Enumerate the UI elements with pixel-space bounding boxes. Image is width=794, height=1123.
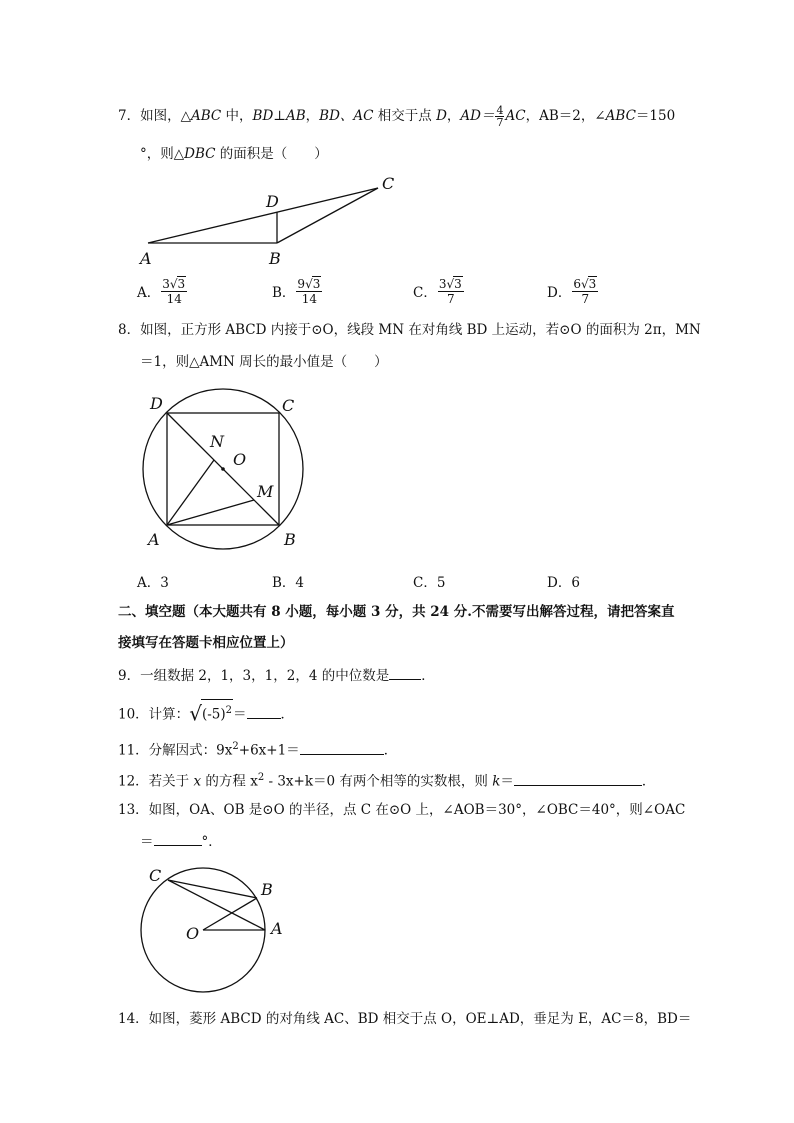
q7-option-c[interactable]: C． $\frac{3√3}{7}$ — [413, 277, 462, 306]
q7-label-c: C — [382, 174, 395, 193]
q7-option-b[interactable]: B． $\frac{9√3}{14}$ — [272, 277, 321, 306]
q12-line: 12．若关于 x 的方程 $x^2 - 3x+k=0$ 有两个相等的实数根，则 k＝ ． — [118, 772, 656, 790]
q13-label-c: C — [149, 866, 162, 885]
q9-line: 9．一组数据 2，1，3，1，2，4 的中位数是 ． — [118, 665, 435, 686]
q8-line1: 8．如图，正方形 ABCD 内接于⊙O，线段 MN 在对角线 BD 上运动，若⊙O 的面积为 2π，MN — [118, 322, 701, 338]
q13-answer-blank[interactable] — [154, 831, 202, 846]
q8-option-d[interactable]: D．6 — [547, 575, 580, 591]
q13-label-a: A — [271, 919, 283, 938]
q8-option-b[interactable]: B．4 — [272, 575, 305, 591]
q13-line2: ＝ °． — [140, 831, 222, 852]
q8-label-d: D — [150, 394, 163, 413]
q11-answer-blank[interactable] — [300, 740, 384, 755]
q8-label-n: N — [210, 432, 224, 451]
q7-line1: 7．如图，△ABC 中，BD⊥AB，BD、AC 相交于点 D，AD＝ $\frac{4}{7}$ AC，AB＝2，∠ABC＝150 — [118, 104, 676, 129]
q8-line2: ＝1，则△AMN 周长的最小值是（ ） — [140, 354, 388, 370]
q8-label-c: C — [282, 396, 295, 415]
q7-option-a[interactable]: A． $\frac{3√3}{14}$ — [137, 277, 186, 306]
q13-label-b: B — [261, 880, 273, 899]
fraction-4-7: $\frac{4}{7}$ — [496, 104, 504, 129]
q10-answer-blank[interactable] — [247, 704, 281, 719]
q10-line: 10．计算：$√(-5)^2=$ ． — [118, 699, 294, 725]
q11-line: 11．分解因式：$9x^2+6x+1=$ ． — [118, 741, 398, 759]
section2-heading-line1: 二、填空题（本大题共有 8 小题，每小题 3 分，共 24 分.不需要写出解答过程，请把答案直 — [118, 604, 675, 620]
q7-triangle-figure — [130, 170, 410, 275]
q7-line2: °，则△DBC 的面积是（ ） — [140, 146, 328, 162]
q7-label-a: A — [140, 249, 152, 268]
section2-heading-line2: 接填写在答题卡相应位置上） — [118, 635, 294, 651]
q7-label-b: B — [269, 249, 281, 268]
q9-answer-blank[interactable] — [389, 665, 421, 680]
q7-label-d: D — [266, 192, 279, 211]
q8-label-a: A — [148, 530, 160, 549]
q7-option-d[interactable]: D． $\frac{6√3}{7}$ — [547, 277, 597, 306]
q13-circle-figure — [135, 860, 295, 995]
q8-circle-square-figure — [130, 385, 330, 560]
q14-line1: 14．如图，菱形 ABCD 的对角线 AC、BD 相交于点 O，OE⊥AD，垂足为 E，AC＝8，BD＝ — [118, 1011, 692, 1027]
q13-line1: 13．如图，OA、OB 是⊙O 的半径，点 C 在⊙O 上，∠AOB＝30°，∠OBC＝40°，则∠OAC — [118, 802, 686, 818]
q8-option-c[interactable]: C．5 — [413, 575, 446, 591]
q13-label-o: O — [186, 924, 200, 943]
q8-label-m: M — [257, 482, 274, 501]
q8-label-o: O — [233, 450, 247, 469]
q8-option-a[interactable]: A．3 — [137, 575, 169, 591]
q8-label-b: B — [284, 530, 296, 549]
q12-answer-blank[interactable] — [514, 771, 642, 786]
